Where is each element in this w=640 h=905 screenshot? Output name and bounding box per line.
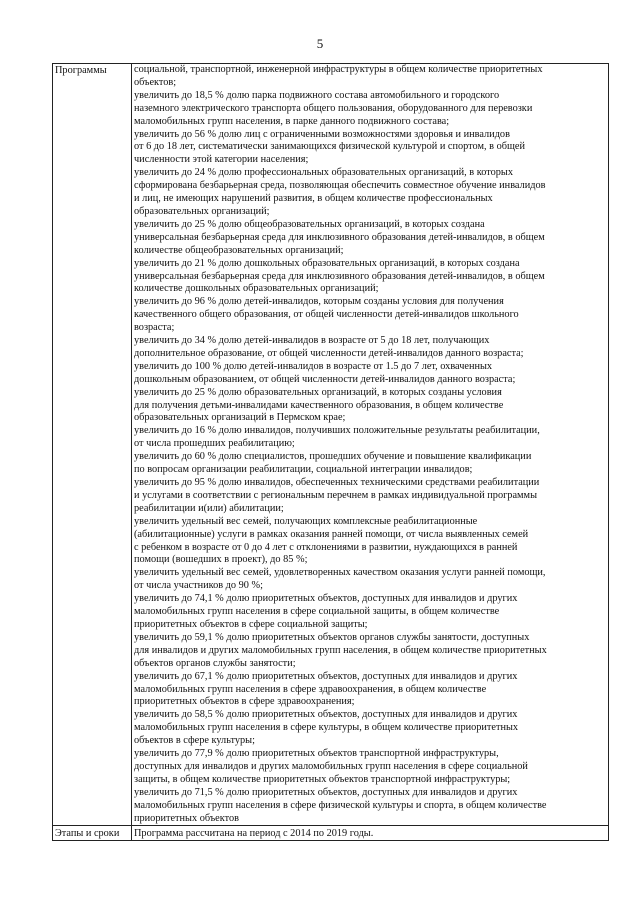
text-line: увеличить до 58,5 % долю приоритетных объектов, доступных для инвалидов и других: [134, 709, 518, 721]
text-line: доступных для инвалидов и других маломобильных групп населения в сфере социальной: [134, 760, 528, 772]
text-line: защиты, в общем количестве приоритетных объектов транспортной инфраструктуры;: [134, 773, 511, 785]
text-line: маломобильных групп населения в сфере социальной защиты, в общем количестве: [134, 606, 500, 618]
text-line: увеличить до 100 % долю детей-инвалидов в возрасте от 1.5 до 7 лет, охваченных: [134, 360, 493, 372]
text-line: качественного общего образования, от общей численности детей-инвалидов школьного: [134, 309, 519, 321]
text-line: приоритетных объектов: [134, 812, 239, 824]
text-line: маломобильных групп населения в сфере физической культуры и спорта, в общем количестве: [134, 799, 547, 811]
text-line: объектов;: [134, 76, 177, 88]
text-line: от 6 до 18 лет, систематически занимающихся физической культурой и спортом, в общей: [134, 141, 525, 153]
text-line: объектов в сфере культуры;: [134, 735, 255, 747]
targets-cell: [132, 64, 609, 826]
text-line: увеличить до 16 % долю инвалидов, получивших положительные результаты реабилитации,: [134, 425, 540, 437]
text-line: дошкольным образованием, от общей численности детей-инвалидов данного возраста;: [134, 373, 516, 385]
table-row: [53, 64, 609, 826]
passport-table: [52, 63, 609, 841]
text-line: универсальная безбарьерная среда для инклюзивного образования детей-инвалидов, в общем: [134, 231, 545, 243]
text-line: образовательных организаций;: [134, 205, 270, 217]
text-line: увеличить до 71,5 % долю приоритетных объектов, доступных для инвалидов и других: [134, 786, 518, 798]
text-line: реабилитации и(или) абилитации;: [134, 502, 284, 514]
row-label: Этапы и сроки: [53, 826, 132, 841]
row-label: Программы: [53, 64, 132, 826]
text-line: приоритетных объектов в сфере социальной защиты;: [134, 618, 368, 630]
table-row: [53, 826, 609, 841]
text-line: и лиц, не имеющих нарушений развития, в общем количестве профессиональных: [134, 193, 493, 205]
text-line: увеличить до 74,1 % долю приоритетных объектов, доступных для инвалидов и других: [134, 593, 518, 605]
text-line: увеличить до 24 % долю профессиональных образовательных организаций, в которых: [134, 167, 513, 179]
text-line: увеличить до 60 % долю специалистов, прошедших обучение и повышение квалификации: [134, 451, 532, 463]
text-line: увеличить до 77,9 % долю приоритетных объектов транспортной инфраструктуры,: [134, 748, 499, 760]
text-line: увеличить до 21 % долю дошкольных образовательных организаций, в которых создана: [134, 257, 520, 269]
text-line: универсальная безбарьерная среда для инклюзивного образования детей-инвалидов, в общем: [134, 270, 545, 282]
text-line: количестве дошкольных образовательных организаций;: [134, 283, 379, 295]
text-line: и услугами в соответствии с региональным перечнем в рамках индивидуальной программы: [134, 489, 537, 501]
text-line: сформирована безбарьерная среда, позволяющая обеспечить совместное обучение инвалидов: [134, 180, 546, 192]
text-line: социальной, транспортной, инженерной инфраструктуры в общем количестве приоритетных: [134, 64, 543, 75]
text-line: для инвалидов и других маломобильных групп населения, в общем количестве приоритетных: [134, 644, 547, 656]
text-line: увеличить до 34 % долю детей-инвалидов в возрасте от 5 до 18 лет, получающих: [134, 335, 490, 347]
text-line: объектов органов службы занятости;: [134, 657, 296, 669]
text-line: увеличить удельный вес семей, удовлетворенных качеством оказания услуги ранней помощи,: [134, 567, 546, 579]
text-line: наземного электрического транспорта общего пользования, оборудованного для перевозки: [134, 102, 533, 114]
text-line: маломобильных групп населения, в парке данного подвижного состава;: [134, 115, 450, 127]
text-line: увеличить до 96 % долю детей-инвалидов, которым созданы условия для получения: [134, 296, 504, 308]
text-line: помощи (вошедших в проект), до 85 %;: [134, 554, 308, 566]
text-line: увеличить до 25 % долю общеобразовательных организаций, в которых создана: [134, 218, 485, 230]
text-line: увеличить до 18,5 % долю парка подвижного состава автомобильного и городского: [134, 89, 500, 101]
text-line: образовательных организаций в Пермском крае;: [134, 412, 346, 424]
text-line: с ребенком в возрасте от 0 до 4 лет с отклонениями в развитии, нуждающихся в ранней: [134, 541, 518, 553]
text-line: увеличить до 25 % долю образовательных организаций, в которых созданы условия: [134, 386, 502, 398]
text-line: от числа прошедших реабилитацию;: [134, 438, 295, 450]
text-line: увеличить до 67,1 % долю приоритетных объектов, доступных для инвалидов и других: [134, 670, 518, 682]
text-line: от числа участников до 90 %;: [134, 580, 263, 592]
text-line: возраста;: [134, 322, 175, 334]
text-line: увеличить до 59,1 % долю приоритетных объектов органов службы занятости, доступных: [134, 631, 530, 643]
text-line: увеличить удельный вес семей, получающих комплексные реабилитационные: [134, 515, 478, 527]
text-line: приоритетных объектов в сфере здравоохранения;: [134, 696, 355, 708]
text-line: по вопросам организации реабилитации, социальной интеграции инвалидов;: [134, 464, 473, 476]
text-line: дополнительное образование, от общей численности детей-инвалидов данного возраста;: [134, 347, 524, 359]
text-line: увеличить до 95 % долю инвалидов, обеспеченных техническими средствами реабилитации: [134, 477, 540, 488]
text-line: численности этой категории населения;: [134, 154, 309, 166]
text-line: для получения детьми-инвалидами качественного образования, в общем количестве: [134, 399, 504, 411]
page-number: 5: [316, 36, 324, 51]
text-line: увеличить до 56 % долю лиц с ограниченными возможностями здоровья и инвалидов: [134, 128, 510, 140]
stages-text: Программа рассчитана на период с 2014 по 2019 годы.: [132, 826, 609, 841]
text-line: количестве общеобразовательных организаций;: [134, 244, 344, 256]
text-line: (абилитационные) услуги в рамках оказания ранней помощи, от числа выявленных семей: [134, 528, 529, 540]
text-line: маломобильных групп населения в сфере здравоохранения, в общем количестве: [134, 683, 487, 695]
text-line: маломобильных групп населения в сфере культуры, в общем количестве приоритетных: [134, 722, 519, 734]
